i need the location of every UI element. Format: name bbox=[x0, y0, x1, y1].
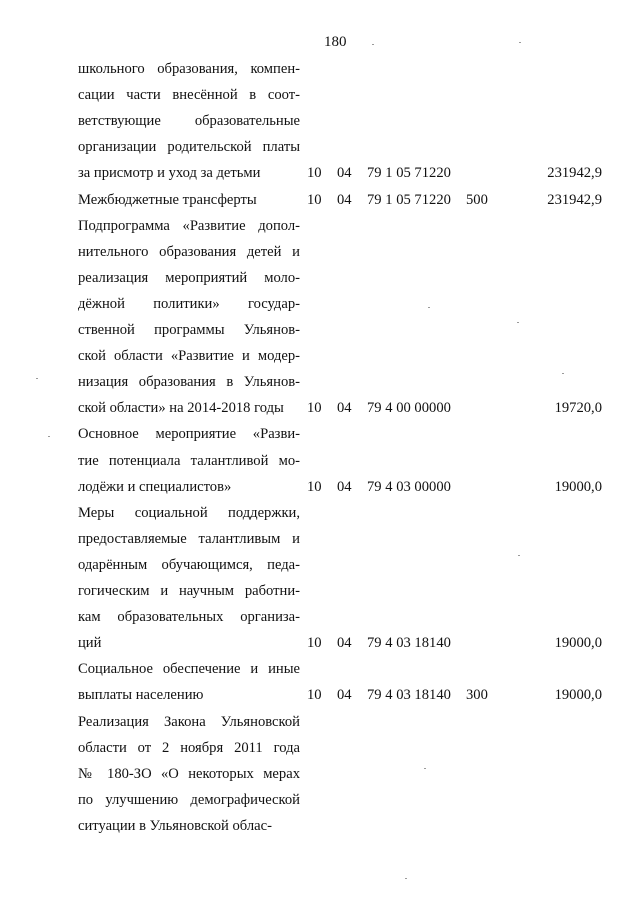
amount-cell: 19720,0 bbox=[554, 400, 602, 417]
scan-speck bbox=[372, 44, 374, 45]
scan-speck bbox=[518, 555, 520, 556]
row-description-line: ственной программы Ульянов- bbox=[78, 322, 300, 338]
target-article-cell: 79 4 00 00000 bbox=[367, 400, 451, 417]
target-article-cell: 79 4 03 18140 bbox=[367, 687, 451, 704]
amount-cell: 19000,0 bbox=[554, 478, 602, 495]
target-article-cell: 79 1 05 71220 bbox=[367, 165, 451, 182]
row-description-line: области от 2 ноября 2011 года bbox=[78, 739, 300, 756]
scan-speck bbox=[424, 768, 426, 769]
target-article-cell: 79 4 03 00000 bbox=[367, 478, 451, 495]
expense-type-cell: 300 bbox=[466, 687, 488, 704]
subsection-cell: 04 bbox=[337, 478, 352, 495]
scan-speck bbox=[36, 378, 38, 379]
row-description-line: школьного образования, компен- bbox=[78, 61, 300, 77]
row-description-line: выплаты населению bbox=[78, 687, 204, 704]
section-cell: 10 bbox=[307, 165, 322, 182]
row-description-line: реализация мероприятий моло- bbox=[78, 269, 300, 286]
row-description-line: организации родительской платы bbox=[78, 139, 300, 156]
row-description-line: одарённым обучающимся, педа- bbox=[78, 556, 300, 573]
row-description-line: Основное мероприятие «Разви- bbox=[78, 426, 300, 443]
scan-speck bbox=[428, 307, 430, 308]
row-description-line: Социальное обеспечение и иные bbox=[78, 661, 300, 678]
row-description-line: ситуации в Ульяновской облас- bbox=[78, 817, 272, 834]
section-cell: 10 bbox=[307, 191, 322, 208]
row-description-line: гогическим и научным работни- bbox=[78, 583, 300, 599]
row-description-line: низация образования в Ульянов- bbox=[78, 374, 300, 391]
row-description-line: Межбюджетные трансферты bbox=[78, 191, 257, 208]
section-cell: 10 bbox=[307, 478, 322, 495]
subsection-cell: 04 bbox=[337, 400, 352, 417]
amount-cell: 19000,0 bbox=[554, 687, 602, 704]
subsection-cell: 04 bbox=[337, 687, 352, 704]
scan-speck bbox=[517, 322, 519, 323]
target-article-cell: 79 1 05 71220 bbox=[367, 191, 451, 208]
row-description-line: ций bbox=[78, 635, 102, 652]
subsection-cell: 04 bbox=[337, 191, 352, 208]
subsection-cell: 04 bbox=[337, 165, 352, 182]
row-description-line: предоставляемые талантливым и bbox=[78, 530, 300, 547]
row-description-line: дёжной политики» государ- bbox=[78, 295, 300, 312]
scan-speck bbox=[48, 436, 50, 437]
row-description-line: лодёжи и специалистов» bbox=[78, 478, 232, 495]
row-description-line: нительного образования детей и bbox=[78, 243, 300, 260]
row-description-line: ветствующие образовательные bbox=[78, 113, 300, 130]
section-cell: 10 bbox=[307, 400, 322, 417]
row-description-line: Меры социальной поддержки, bbox=[78, 504, 300, 521]
row-description-line: за присмотр и уход за детьми bbox=[78, 165, 261, 182]
row-description-line: по улучшению демографической bbox=[78, 791, 300, 808]
amount-cell: 231942,9 bbox=[547, 165, 602, 182]
row-description-line: ской области» на 2014-2018 годы bbox=[78, 400, 284, 417]
row-description-line: № 180-ЗО «О некоторых мерах bbox=[78, 765, 300, 782]
row-description-line: кам образовательных организа- bbox=[78, 609, 300, 626]
row-description-line: Реализация Закона Ульяновской bbox=[78, 713, 300, 730]
scan-speck bbox=[519, 42, 521, 43]
page-number: 180 bbox=[324, 34, 347, 50]
amount-cell: 231942,9 bbox=[547, 191, 602, 208]
row-description-line: Подпрограмма «Развитие допол- bbox=[78, 217, 300, 234]
section-cell: 10 bbox=[307, 635, 322, 652]
scan-speck bbox=[562, 373, 564, 374]
subsection-cell: 04 bbox=[337, 635, 352, 652]
section-cell: 10 bbox=[307, 687, 322, 704]
target-article-cell: 79 4 03 18140 bbox=[367, 635, 451, 652]
scan-speck bbox=[405, 878, 407, 879]
row-description-line: ской области «Развитие и модер- bbox=[78, 348, 300, 365]
amount-cell: 19000,0 bbox=[554, 635, 602, 652]
expense-type-cell: 500 bbox=[466, 191, 488, 208]
row-description-line: тие потенциала талантливой мо- bbox=[78, 452, 300, 469]
row-description-line: сации части внесённой в соот- bbox=[78, 87, 300, 104]
